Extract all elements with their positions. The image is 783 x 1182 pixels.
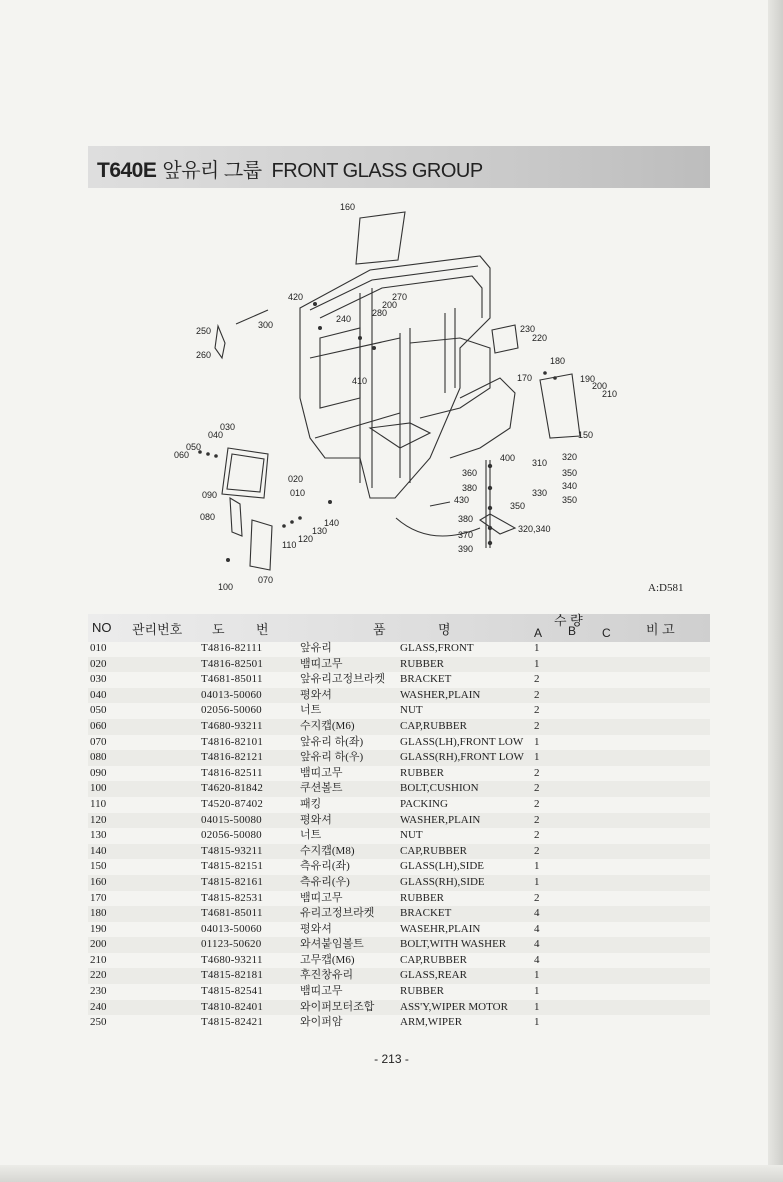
cell-part: 04013-50060: [201, 688, 262, 701]
callout-220: 220: [532, 333, 548, 343]
cell-qty: 1: [534, 657, 540, 670]
cell-en: RUBBER: [400, 657, 445, 670]
cell-qty: 4: [534, 938, 540, 951]
cell-part: T4680-93211: [201, 953, 263, 966]
cell-ko: 측유리(우): [300, 875, 350, 888]
callout-170: 170: [517, 373, 533, 383]
cell-en: PACKING: [400, 797, 448, 810]
cell-qty: 4: [534, 922, 540, 935]
cell-part: T4816-82511: [201, 766, 263, 779]
cell-ko: 쿠션볼트: [300, 782, 343, 795]
cell-no: 240: [90, 1000, 107, 1013]
cell-no: 010: [90, 642, 107, 654]
cell-no: 190: [90, 922, 107, 935]
cell-part: T4816-82121: [201, 751, 264, 764]
cell-en: BOLT,WITH WASHER: [400, 938, 507, 951]
header-remarks: 비 고: [646, 622, 675, 637]
callout-400: 400: [500, 453, 516, 463]
table-row: [88, 953, 710, 969]
page-title: [97, 154, 483, 183]
callout-350b: 350: [562, 495, 578, 505]
header-qty: 수 량: [554, 613, 583, 628]
cell-no: 100: [90, 782, 107, 795]
cell-qty: 4: [534, 953, 540, 966]
cell-en: WASHER,PLAIN: [400, 688, 481, 701]
cell-en: CAP,RUBBER: [400, 844, 467, 857]
header-mgmt: 관리번호: [132, 622, 183, 637]
cell-ko: 뱀띠고무: [300, 766, 343, 779]
cell-qty: 2: [534, 673, 540, 686]
table-row: [88, 641, 710, 657]
cell-no: 210: [90, 953, 107, 966]
cell-ko: 앞유리 하(우): [300, 751, 364, 764]
callout-420: 420: [288, 292, 304, 302]
cell-no: 050: [90, 704, 107, 717]
title-english: FRONT GLASS GROUP: [271, 160, 483, 182]
cell-part: T4681-85011: [201, 673, 263, 686]
table-row: [88, 719, 710, 735]
callout-050: 050: [186, 442, 202, 452]
cell-ko: 평와셔: [300, 688, 332, 701]
cell-en: RUBBER: [400, 891, 445, 904]
table-row: [88, 922, 710, 938]
callout-270: 270: [392, 292, 408, 302]
callout-360: 360: [462, 468, 478, 478]
cell-ko: 평와셔: [300, 922, 332, 935]
callout-330: 330: [532, 488, 548, 498]
header-drawing-2: 번: [256, 622, 269, 637]
cell-qty: 2: [534, 797, 540, 810]
cell-qty: 1: [534, 642, 540, 654]
cell-en: GLASS,FRONT: [400, 642, 474, 654]
callout-430: 430: [454, 495, 470, 505]
table-row: [88, 968, 710, 984]
cell-qty: 1: [534, 1000, 540, 1013]
cell-no: 140: [90, 844, 107, 857]
cell-ko: 너트: [300, 704, 322, 717]
side-glass-rh-part: [356, 212, 405, 264]
cell-qty: 4: [534, 907, 540, 920]
callout-390: 390: [458, 544, 474, 554]
callout-240: 240: [336, 314, 352, 324]
cell-part: T4810-82401: [201, 1000, 264, 1013]
table-row: [88, 672, 710, 688]
table-row: [88, 875, 710, 891]
callout-320: 320: [562, 452, 578, 462]
cell-ko: 평와셔: [300, 813, 332, 826]
cell-qty: 2: [534, 844, 540, 857]
side-glass-lh-part: [540, 374, 580, 438]
callout-410: 410: [352, 376, 368, 386]
model-code: T640E: [97, 159, 157, 182]
callout-230: 230: [520, 324, 536, 334]
cell-part: T4816-82111: [201, 642, 263, 654]
cell-en: CAP,RUBBER: [400, 719, 467, 732]
cell-no: 080: [90, 751, 107, 764]
callout-380b: 380: [458, 514, 474, 524]
callout-350: 350: [562, 468, 578, 478]
cell-ko: 너트: [300, 829, 322, 842]
table-row: [88, 750, 710, 766]
table-row: [88, 781, 710, 797]
cell-qty: 2: [534, 813, 540, 826]
wiper-arm-part: [215, 326, 225, 358]
callout-030: 030: [220, 422, 236, 432]
cell-no: 220: [90, 969, 107, 982]
cell-part: 01123-50620: [201, 938, 262, 951]
cell-ko: 측유리(좌): [300, 860, 350, 873]
cell-ko: 와셔붙임볼트: [300, 938, 364, 951]
callout-210: 210: [602, 389, 618, 399]
callout-070: 070: [258, 575, 274, 585]
cell-en: CAP,RUBBER: [400, 953, 467, 966]
cell-qty: 1: [534, 860, 540, 873]
cell-ko: 고무캡(M6): [300, 953, 355, 966]
cell-qty: 1: [534, 1016, 540, 1029]
cell-part: T4815-93211: [201, 844, 263, 857]
cell-en: RUBBER: [400, 985, 445, 998]
callout-150: 150: [578, 430, 594, 440]
cell-ko: 뱀띠고무: [300, 891, 343, 904]
header-name-1: 품: [373, 622, 386, 637]
callout-090: 090: [202, 490, 218, 500]
table-row: [88, 844, 710, 860]
header-name-2: 명: [438, 622, 451, 637]
cell-part: 04015-50080: [201, 813, 262, 826]
cell-no: 250: [90, 1016, 107, 1029]
cell-qty: 2: [534, 704, 540, 717]
callout-200b: 200: [592, 381, 608, 391]
cell-en: ASS'Y,WIPER MOTOR: [400, 1000, 508, 1013]
callout-060: 060: [174, 450, 190, 460]
table-row: [88, 813, 710, 829]
cell-en: BRACKET: [400, 907, 452, 920]
cell-no: 110: [90, 797, 107, 810]
callout-040: 040: [208, 430, 224, 440]
cell-no: 150: [90, 860, 107, 873]
cell-en: WASHER,PLAIN: [400, 813, 481, 826]
cell-part: T4620-81842: [201, 782, 264, 795]
callout-120: 120: [298, 534, 314, 544]
callout-110: 110: [282, 540, 297, 550]
cell-qty: 2: [534, 688, 540, 701]
callout-140: 140: [324, 518, 340, 528]
cell-qty: 2: [534, 829, 540, 842]
cell-qty: 2: [534, 782, 540, 795]
cell-no: 170: [90, 891, 107, 904]
callout-190: 190: [580, 374, 596, 384]
cell-qty: 2: [534, 891, 540, 904]
callout-340: 340: [562, 481, 578, 491]
cell-part: 02056-50060: [201, 704, 262, 717]
cell-part: T4815-82531: [201, 891, 264, 904]
callout-250: 250: [196, 326, 212, 336]
cell-part: T4815-82421: [201, 1016, 264, 1029]
cell-ko: 수지캡(M6): [300, 719, 355, 732]
table-row: [88, 735, 710, 751]
callout-020: 020: [288, 474, 304, 484]
cell-no: 020: [90, 657, 107, 670]
drawing-reference: A:D581: [648, 582, 684, 594]
table-row: [88, 891, 710, 907]
table-row: [88, 984, 710, 1000]
callout-320-340: 320,340: [518, 524, 551, 534]
cell-ko: 수지캡(M8): [300, 844, 355, 857]
cell-ko: 뱀띠고무: [300, 657, 343, 670]
table-row: [88, 937, 710, 953]
callout-310: 310: [532, 458, 548, 468]
cell-en: GLASS,REAR: [400, 969, 467, 982]
callout-300: 300: [258, 320, 274, 330]
cell-ko: 앞유리 하(좌): [300, 735, 364, 748]
cell-no: 090: [90, 766, 107, 779]
callout-130: 130: [312, 526, 328, 536]
cell-no: 040: [90, 688, 107, 701]
table-row: [88, 703, 710, 719]
cell-en: BRACKET: [400, 673, 452, 686]
page-edge-shadow: [768, 0, 783, 1182]
cell-part: T4681-85011: [201, 907, 263, 920]
table-row: [88, 657, 710, 673]
cell-no: 200: [90, 938, 107, 951]
cell-qty: 1: [534, 985, 540, 998]
cell-en: WASEHR,PLAIN: [400, 922, 481, 935]
cell-ko: 와이퍼암: [300, 1016, 343, 1029]
cell-en: GLASS(LH),FRONT LOW: [400, 735, 524, 748]
table-header: [88, 614, 710, 642]
cell-ko: 와이퍼모터조합: [300, 1000, 375, 1013]
cell-no: 030: [90, 673, 107, 686]
cell-qty: 1: [534, 735, 540, 748]
cell-qty: 1: [534, 969, 540, 982]
parts-table: [88, 641, 710, 1031]
callout-010: 010: [290, 488, 306, 498]
header-qty-c: C: [602, 626, 611, 640]
cell-part: T4520-87402: [201, 797, 264, 810]
cell-part: T4816-82501: [201, 657, 264, 670]
cell-no: 060: [90, 719, 107, 732]
title-korean: 앞유리 그룹: [162, 160, 262, 182]
table-row: [88, 688, 710, 704]
callout-200: 200: [382, 300, 398, 310]
cell-en: GLASS(RH),SIDE: [400, 875, 485, 888]
cell-en: RUBBER: [400, 766, 445, 779]
cell-en: BOLT,CUSHION: [400, 782, 479, 795]
cell-en: ARM,WIPER: [400, 1016, 463, 1029]
cell-qty: 2: [534, 766, 540, 779]
cell-no: 230: [90, 985, 107, 998]
table-row: [88, 1000, 710, 1016]
header-drawing-1: 도: [212, 622, 225, 637]
cell-en: NUT: [400, 704, 423, 717]
table-row: [88, 859, 710, 875]
cell-qty: 2: [534, 719, 540, 732]
callout-160: 160: [340, 202, 356, 212]
cell-part: T4816-82101: [201, 735, 264, 748]
cell-en: GLASS(LH),SIDE: [400, 860, 485, 873]
cell-no: 180: [90, 907, 107, 920]
cell-ko: 뱀띠고무: [300, 985, 343, 998]
cell-ko: 패킹: [300, 797, 322, 810]
callout-100: 100: [218, 582, 234, 590]
cell-no: 070: [90, 735, 107, 748]
table-row: [88, 797, 710, 813]
callout-370: 370: [458, 530, 474, 540]
cell-ko: 앞유리고정브라켓: [300, 673, 386, 686]
cell-ko: 후진창유리: [300, 969, 354, 982]
cell-qty: 1: [534, 751, 540, 764]
cell-no: 160: [90, 875, 107, 888]
table-row: [88, 828, 710, 844]
cell-ko: 앞유리: [300, 642, 332, 654]
callout-080: 080: [200, 512, 216, 522]
header-no: NO: [92, 620, 112, 635]
table-row: [88, 906, 710, 922]
header-qty-a: A: [534, 626, 543, 640]
cell-qty: 1: [534, 875, 540, 888]
header-qty-b: B: [568, 624, 577, 638]
cell-part: 04013-50060: [201, 922, 262, 935]
callout-350c: 350: [510, 501, 526, 511]
cell-part: T4815-82161: [201, 875, 264, 888]
cell-part: 02056-50080: [201, 829, 262, 842]
cell-no: 130: [90, 829, 107, 842]
cell-no: 120: [90, 813, 107, 826]
callout-180: 180: [550, 356, 566, 366]
callout-260: 260: [196, 350, 212, 360]
callout-380: 380: [462, 483, 478, 493]
table-row: [88, 1015, 710, 1031]
exploded-parts-diagram: [160, 198, 630, 590]
rear-glass-part: [492, 325, 518, 353]
table-row: [88, 766, 710, 782]
page-bottom-edge: [0, 1165, 783, 1182]
cell-part: T4680-93211: [201, 719, 263, 732]
cell-en: NUT: [400, 829, 423, 842]
cell-part: T4815-82151: [201, 860, 264, 873]
cell-ko: 유리고정브라켓: [300, 907, 375, 920]
cell-part: T4815-82541: [201, 985, 264, 998]
callout-280: 280: [372, 308, 388, 318]
cell-en: GLASS(RH),FRONT LOW: [400, 751, 524, 764]
page-number: - 213 -: [374, 1052, 409, 1066]
cell-part: T4815-82181: [201, 969, 264, 982]
